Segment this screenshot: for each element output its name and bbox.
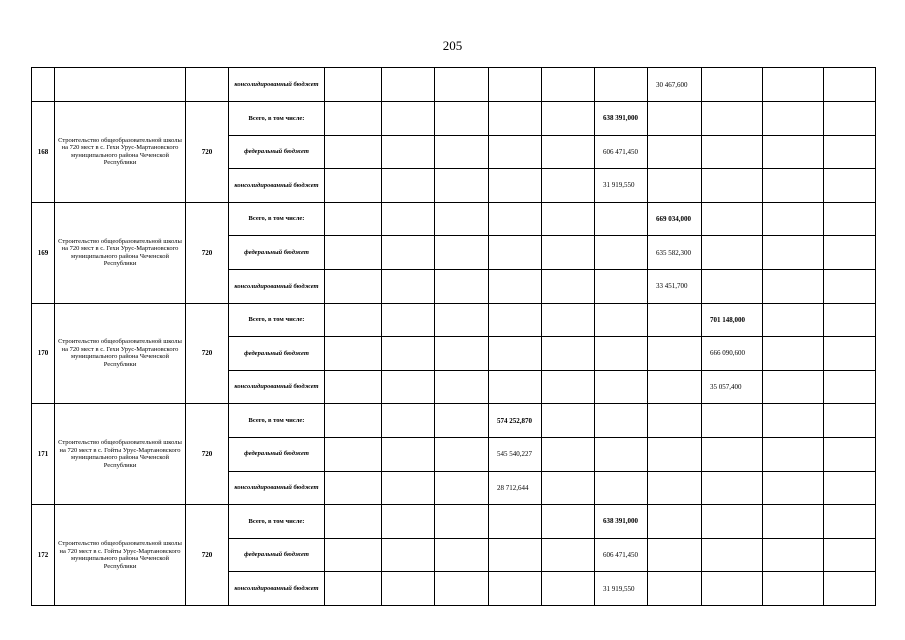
value-cell: 701 148,000 (702, 303, 763, 337)
value-cell (382, 471, 435, 505)
value-cell (489, 572, 542, 606)
value-cell (435, 505, 489, 539)
value-cell (382, 202, 435, 236)
value-cell (542, 337, 595, 371)
value-cell (382, 370, 435, 404)
value-cell (382, 269, 435, 303)
table-body (32, 68, 876, 606)
value-cell (648, 505, 702, 539)
value-cell (595, 68, 648, 102)
budget-table (31, 67, 876, 606)
value-cell (763, 102, 824, 136)
value-cell (702, 538, 763, 572)
value-cell (325, 337, 382, 371)
value-cell: 35 057,400 (702, 370, 763, 404)
value-cell (824, 303, 876, 337)
value-cell (489, 303, 542, 337)
value-cell (595, 337, 648, 371)
table-row (32, 68, 876, 102)
code-cell (186, 68, 229, 102)
project-name-cell (55, 68, 186, 102)
value-cell (542, 303, 595, 337)
value-cell (489, 68, 542, 102)
value-cell (763, 437, 824, 471)
value-cell (824, 505, 876, 539)
value-cell (489, 505, 542, 539)
value-cell: 638 391,000 (595, 102, 648, 136)
value-cell (542, 68, 595, 102)
value-cell (595, 404, 648, 438)
value-cell (325, 538, 382, 572)
value-cell (702, 236, 763, 270)
value-cell (542, 404, 595, 438)
value-cell: 31 919,550 (595, 572, 648, 606)
value-cell (489, 102, 542, 136)
value-cell: 545 540,227 (489, 437, 542, 471)
value-cell (824, 471, 876, 505)
value-cell (763, 471, 824, 505)
value-cell (542, 202, 595, 236)
value-cell (435, 135, 489, 169)
budget-category-cell: федеральный бюджет (229, 135, 325, 169)
value-cell (763, 135, 824, 169)
value-cell (542, 437, 595, 471)
budget-category-cell: федеральный бюджет (229, 236, 325, 270)
value-cell (542, 102, 595, 136)
value-cell (702, 135, 763, 169)
value-cell (763, 370, 824, 404)
value-cell (824, 404, 876, 438)
value-cell: 606 471,450 (595, 538, 648, 572)
value-cell (648, 404, 702, 438)
value-cell (648, 538, 702, 572)
table-row (32, 202, 876, 236)
value-cell (595, 303, 648, 337)
budget-category-cell: консолидированный бюджет (229, 471, 325, 505)
code-cell: 720 (186, 303, 229, 404)
value-cell (702, 102, 763, 136)
value-cell (824, 102, 876, 136)
value-cell (648, 135, 702, 169)
value-cell (702, 68, 763, 102)
budget-category-cell: Всего, в том числе: (229, 404, 325, 438)
value-cell (382, 102, 435, 136)
value-cell (325, 169, 382, 203)
value-cell (648, 102, 702, 136)
value-cell (542, 135, 595, 169)
table-row (32, 505, 876, 539)
value-cell (435, 437, 489, 471)
value-cell (435, 202, 489, 236)
value-cell (702, 572, 763, 606)
value-cell (435, 236, 489, 270)
value-cell: 574 252,870 (489, 404, 542, 438)
budget-category-cell: федеральный бюджет (229, 538, 325, 572)
table-row (32, 404, 876, 438)
value-cell (648, 169, 702, 203)
value-cell: 669 034,000 (648, 202, 702, 236)
value-cell (382, 169, 435, 203)
project-name-cell: Строительство общеобразовательной школы на 720 мест в с. Гойты Урус-Мартановского муниципального района Чеченской Республики (55, 505, 186, 606)
value-cell (648, 303, 702, 337)
budget-category-cell: консолидированный бюджет (229, 572, 325, 606)
budget-category-cell: федеральный бюджет (229, 437, 325, 471)
value-cell (763, 337, 824, 371)
value-cell (702, 202, 763, 236)
value-cell (824, 437, 876, 471)
value-cell (325, 68, 382, 102)
value-cell (763, 269, 824, 303)
value-cell (542, 471, 595, 505)
value-cell: 30 467,600 (648, 68, 702, 102)
value-cell: 33 451,700 (648, 269, 702, 303)
row-number-cell: 172 (32, 505, 55, 606)
value-cell (763, 505, 824, 539)
value-cell (325, 505, 382, 539)
value-cell (382, 572, 435, 606)
value-cell (648, 370, 702, 404)
value-cell (824, 169, 876, 203)
row-number-cell: 168 (32, 102, 55, 203)
value-cell (595, 269, 648, 303)
value-cell (648, 337, 702, 371)
value-cell: 606 471,450 (595, 135, 648, 169)
budget-category-cell: консолидированный бюджет (229, 169, 325, 203)
code-cell: 720 (186, 505, 229, 606)
value-cell (702, 404, 763, 438)
budget-category-cell: федеральный бюджет (229, 337, 325, 371)
value-cell (325, 437, 382, 471)
code-cell: 720 (186, 102, 229, 203)
value-cell (489, 169, 542, 203)
value-cell (824, 337, 876, 371)
value-cell (824, 202, 876, 236)
value-cell: 666 090,600 (702, 337, 763, 371)
table-row (32, 102, 876, 136)
value-cell (325, 102, 382, 136)
value-cell (382, 68, 435, 102)
row-number-cell: 169 (32, 202, 55, 303)
value-cell (702, 269, 763, 303)
value-cell (648, 471, 702, 505)
value-cell (382, 303, 435, 337)
value-cell (763, 404, 824, 438)
budget-category-cell: консолидированный бюджет (229, 370, 325, 404)
value-cell (489, 236, 542, 270)
budget-category-cell: консолидированный бюджет (229, 68, 325, 102)
value-cell (435, 169, 489, 203)
value-cell (648, 437, 702, 471)
budget-category-cell: Всего, в том числе: (229, 505, 325, 539)
value-cell (489, 269, 542, 303)
value-cell: 635 582,300 (648, 236, 702, 270)
value-cell (489, 135, 542, 169)
value-cell (435, 404, 489, 438)
value-cell (824, 269, 876, 303)
value-cell (382, 236, 435, 270)
value-cell (824, 135, 876, 169)
value-cell (435, 337, 489, 371)
value-cell (489, 337, 542, 371)
value-cell (325, 370, 382, 404)
value-cell (435, 68, 489, 102)
project-name-cell: Строительство общеобразовательной школы на 720 мест в с. Гехи Урус-Мартановского муниципального района Чеченской Республики (55, 202, 186, 303)
value-cell (489, 538, 542, 572)
value-cell (824, 68, 876, 102)
value-cell (325, 572, 382, 606)
code-cell: 720 (186, 404, 229, 505)
value-cell (824, 538, 876, 572)
value-cell (542, 505, 595, 539)
budget-category-cell: Всего, в том числе: (229, 102, 325, 136)
value-cell (542, 572, 595, 606)
value-cell (435, 102, 489, 136)
budget-category-cell: консолидированный бюджет (229, 269, 325, 303)
value-cell (325, 303, 382, 337)
value-cell (542, 236, 595, 270)
value-cell (542, 538, 595, 572)
value-cell (435, 471, 489, 505)
value-cell (382, 437, 435, 471)
value-cell (595, 370, 648, 404)
value-cell (382, 135, 435, 169)
value-cell (382, 404, 435, 438)
value-cell: 638 391,000 (595, 505, 648, 539)
value-cell (435, 538, 489, 572)
value-cell (763, 68, 824, 102)
value-cell (648, 572, 702, 606)
value-cell (595, 471, 648, 505)
value-cell (824, 572, 876, 606)
value-cell (325, 135, 382, 169)
value-cell (542, 269, 595, 303)
value-cell (382, 538, 435, 572)
code-cell: 720 (186, 202, 229, 303)
value-cell (542, 370, 595, 404)
value-cell (595, 202, 648, 236)
value-cell (325, 404, 382, 438)
value-cell (435, 370, 489, 404)
value-cell (595, 236, 648, 270)
value-cell (542, 169, 595, 203)
value-cell (824, 370, 876, 404)
value-cell (763, 538, 824, 572)
value-cell (435, 303, 489, 337)
value-cell (489, 202, 542, 236)
value-cell (595, 437, 648, 471)
value-cell (325, 202, 382, 236)
value-cell (763, 303, 824, 337)
value-cell (763, 572, 824, 606)
value-cell (702, 437, 763, 471)
value-cell (763, 169, 824, 203)
value-cell (325, 471, 382, 505)
table-row (32, 303, 876, 337)
value-cell: 28 712,644 (489, 471, 542, 505)
value-cell (702, 169, 763, 203)
page-number: 205 (442, 38, 463, 53)
row-number-cell: 170 (32, 303, 55, 404)
value-cell (824, 236, 876, 270)
row-number-cell (32, 68, 55, 102)
value-cell (702, 471, 763, 505)
value-cell (325, 269, 382, 303)
value-cell (489, 370, 542, 404)
project-name-cell: Строительство общеобразовательной школы на 720 мест в с. Гехи Урус-Мартановского муниципального района Чеченской Республики (55, 102, 186, 203)
row-number-cell: 171 (32, 404, 55, 505)
value-cell (435, 269, 489, 303)
value-cell: 31 919,550 (595, 169, 648, 203)
value-cell (763, 202, 824, 236)
budget-category-cell: Всего, в том числе: (229, 303, 325, 337)
project-name-cell: Строительство общеобразовательной школы на 720 мест в с. Гойты Урус-Мартановского муниципального района Чеченской Республики (55, 404, 186, 505)
value-cell (702, 505, 763, 539)
value-cell (435, 572, 489, 606)
value-cell (382, 505, 435, 539)
value-cell (325, 236, 382, 270)
value-cell (763, 236, 824, 270)
budget-category-cell: Всего, в том числе: (229, 202, 325, 236)
project-name-cell: Строительство общеобразовательной школы на 720 мест в с. Гехи Урус-Мартановского муниципального района Чеченской Республики (55, 303, 186, 404)
value-cell (382, 337, 435, 371)
